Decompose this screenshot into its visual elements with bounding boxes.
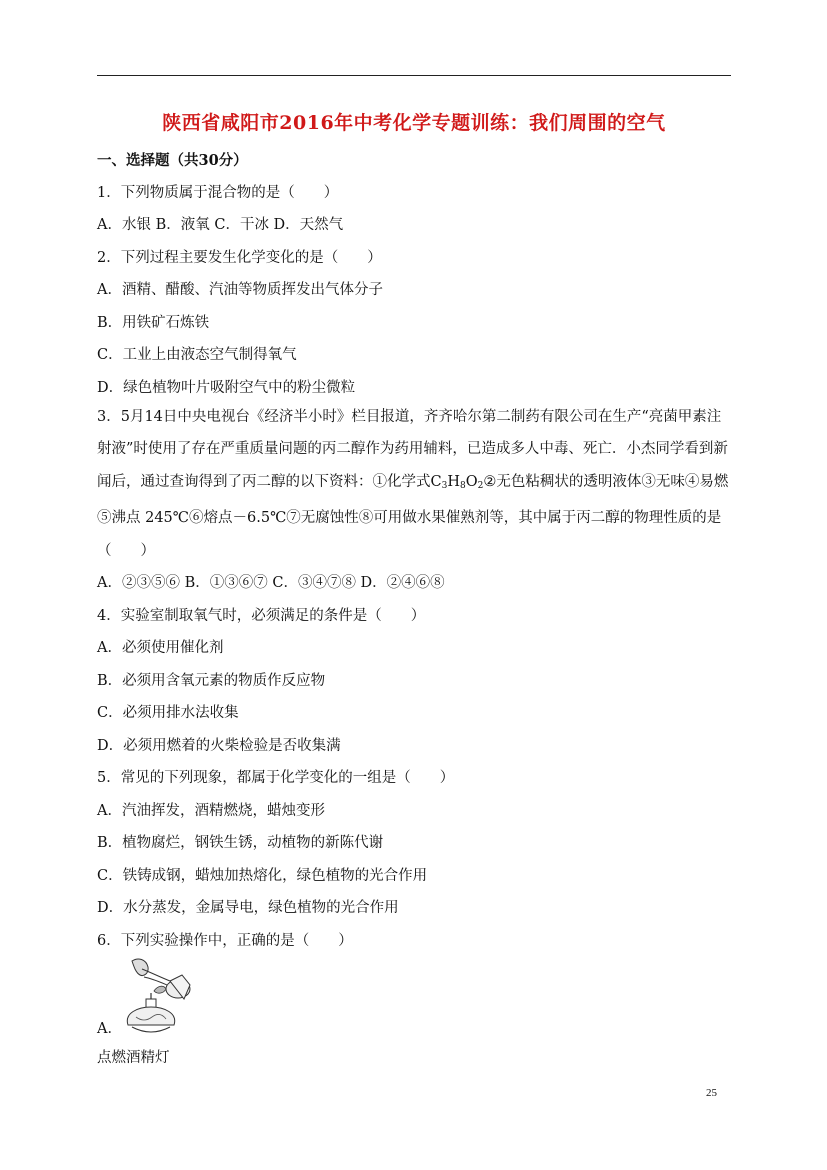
q2-option-a: A．酒精、醋酸、汽油等物质挥发出气体分子 <box>97 282 383 298</box>
q4-option-c: C．必须用排水法收集 <box>97 705 239 721</box>
q5-option-d: D．水分蒸发，金属导电，绿色植物的光合作用 <box>97 900 399 916</box>
q4-option-d: D．必须用燃着的火柴检验是否收集满 <box>97 738 341 754</box>
q6-option-a-label: A． <box>97 1021 122 1037</box>
page-number: 25 <box>706 1087 717 1099</box>
q3-options: A．②③⑤⑥ B．①③⑥⑦ C．③④⑦⑧ D．②④⑥⑧ <box>97 575 445 591</box>
q3-text-part1: 3．5月14日中央电视台《经济半小时》栏目报道，齐齐哈尔第二制药有限公司在生产“亮菌甲素注射液”时使用了存在严重质量问题的丙二醇作为药用辅料，已造成多人中毒、死亡．小杰同学看到新闻后，通过查询得到了丙二醇的以下资料：①化学式 <box>97 409 728 490</box>
q5-option-b: B．植物腐烂，钢铁生锈，动植物的新陈代谢 <box>97 835 384 851</box>
formula-sub-3: 3 <box>441 480 448 491</box>
q3-text-part2: ②无色粘稠状的透明液体③无味④易燃⑤沸点 245℃⑥熔点－6.5℃⑦无腐蚀性⑧可用做水果催熟剂等，其中属于丙二醇的物理性质的是（ ） <box>97 473 729 559</box>
formula-sub-8: 8 <box>460 480 466 491</box>
alcohol-lamp-lighting-icon <box>118 955 194 1041</box>
q4-option-a: A．必须使用催化剂 <box>97 640 224 656</box>
q1-options: A．水银 B．液氧 C．干冰 D．天然气 <box>97 217 344 233</box>
q6-option-a-caption: 点燃酒精灯 <box>97 1050 170 1066</box>
q4-stem: 4．实验室制取氧气时，必须满足的条件是（ ） <box>97 608 426 624</box>
q5-option-c: C．铁铸成钢，蜡烛加热熔化，绿色植物的光合作用 <box>97 868 428 884</box>
q2-option-d: D．绿色植物叶片吸附空气中的粉尘微粒 <box>97 380 356 396</box>
q1-stem: 1．下列物质属于混合物的是（ ） <box>97 185 339 201</box>
formula-c: C <box>430 473 442 490</box>
q4-option-b: B．必须用含氧元素的物质作反应物 <box>97 673 326 689</box>
formula-sub-2: 2 <box>477 480 484 491</box>
formula-o: O <box>465 473 478 490</box>
q2-option-b: B．用铁矿石炼铁 <box>97 315 210 331</box>
header-rule <box>97 75 731 76</box>
q6-stem: 6．下列实验操作中，正确的是（ ） <box>97 933 353 949</box>
formula-h: H <box>447 473 460 490</box>
q2-option-c: C．工业上由液态空气制得氧气 <box>97 347 297 363</box>
q2-stem: 2．下列过程主要发生化学变化的是（ ） <box>97 250 382 266</box>
section-heading: 一、选择题（共30分） <box>97 152 248 169</box>
q5-option-a: A．汽油挥发，酒精燃烧，蜡烛变形 <box>97 803 325 819</box>
page-title: 陕西省咸阳市2016年中考化学专题训练：我们周围的空气 <box>162 112 666 134</box>
q3-stem <box>97 401 733 567</box>
q5-stem: 5．常见的下列现象，都属于化学变化的一组是（ ） <box>97 770 455 786</box>
